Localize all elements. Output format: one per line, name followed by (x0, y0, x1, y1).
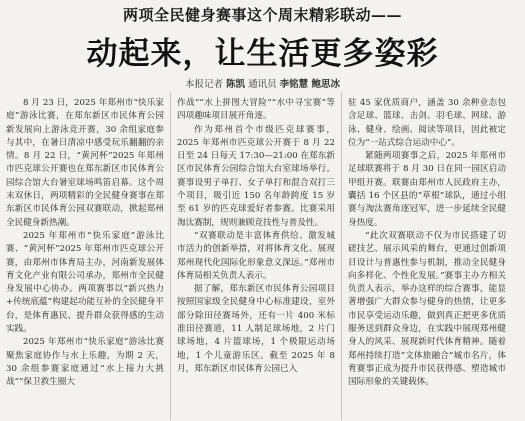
byline-suffix: 通讯员 (248, 79, 277, 90)
paragraph: “双赛联动是丰富体育供给、激发城市活力的创新举措，对将体育文化、展现郑州现代化国际化形象意义深远。”郑州市体育局相关负责人表示。 (177, 230, 335, 281)
article-column-2 (177, 97, 335, 419)
paragraph: 紧随两项赛事之后，2025 年郑州市足球联赛将于 8 月 30 日在同一园区启动甲组开赛。联赛由郑州市人民政府主办，囊括 16 个区县的“草根”球队，通过小组赛与淘汰赛角逐冠军，进一步延续全民健身热度。 (348, 151, 506, 228)
byline-correspondents: 李铭慧 鲍思冰 (279, 79, 340, 90)
paragraph: 2025 年郑州市“快乐家庭”游泳比赛聚焦家庭协作与水上乐趣，为期 2 天，30 余组参赛家庭通过“水上接力大挑战”“保卫救生圈大 (6, 337, 164, 388)
article-column-1 (6, 97, 164, 419)
byline-reporter: 陈凯 (226, 79, 246, 90)
paragraph: 8 月 23 日，2025 年郑州市“快乐家庭”游泳比赛，在郑东新区市民体育公园新发展向上游泳竞开赛，30 余组家庭参与其中，在暑日清凉中感受玩乐翻翻的亲情。8 月 22 日，“黄河杯”2025 年郑州市匹克球公开赛也在郑东新区市民体育公园综合馆大台暑室球场鸣笛启幕。这个周末双休日，两项精彩的全民健身赛事在郑东新区市民体育公园双赛联动，掀起郑州全民健身新热潮。 (6, 98, 164, 228)
column-divider (170, 92, 171, 420)
column-divider (341, 92, 342, 420)
paragraph: 2025 年郑州市“快乐家庭”游泳比赛、“黄河杯”2025 年郑州市匹克球公开赛，由郑州市体育局主办，河南新发展体育文化产业有限公司承办，郑州市全民健身发展中心协办。两项赛事以“新兴热力+传统底蕴”构建起功能互补的全民健身平台，是体育惠民、提升群众获得感的生动实践。 (6, 230, 164, 335)
byline-prefix: 本报记者 (185, 79, 224, 90)
article-headline: 动起来，让生活更多姿彩 (86, 36, 439, 72)
article-column-3 (348, 97, 506, 419)
article-kicker: 两项全民健身赛事这个周末精彩联动—— (122, 6, 402, 24)
paragraph: 作为郑州首个市级匹克球赛事，2025 年郑州市匹克球公开赛于 8 月 22 日至 24 日每天 17:30—21:00 在郑东新区市民体育公园综合馆大台室球场举行。赛事设男子单打、女子单打和混合双打三个项目，吸引近 150 名年龄跨度 15 岁至 61 岁的匹克球爱好者参赛。比赛采用淘汰赛制，规则兼顾竞技性与普及性。 (177, 124, 335, 228)
paragraph: “此次双赛联动不仅为市民搭建了切磋技艺、展示风采的舞台，更通过创新项目设计与普惠性参与机制，推动全民健身向多样化、个性化发展。”赛事主办方相关负责人表示，举办这样的综合赛事，能显著增强广大群众参与健身的热情，让更多市民享受运动乐趣，做到真正把更多优质服务送到群众身边，在实践中展现郑州健身人的风采、展现新时代体育精神。随着郑州持续打造“文体旅融合”城市名片，体育赛事正成为提升市民获得感、塑造城市国际形象的关键载体。 (348, 230, 506, 388)
paragraph: 驻 45 家优质商户，涵盖 30 余种业态包含足球、篮球、击剑、羽毛球、网球、游泳、健身、绘画、阅读等项目，因此被定位为“一站式综合运动中心”。 (348, 98, 506, 148)
article-byline (0, 76, 525, 90)
paragraph: 作战”“水上拼图大冒险”“水中寻宝赛”等四项趣味项目展开角逐。 (177, 98, 335, 122)
paragraph: 据了解，郑东新区市民体育公园项目按照国家级全民健身中心标准建设，室外部分除田径赛场外，还有一片 400 米标准田径赛道，11 人制足球场地，2 片门球场地，4 片篮球场，1 个极限运动场地，1 个儿童游乐区。截至 2025 年 8 月，郑东新区市民体育公园已入 (177, 284, 335, 374)
